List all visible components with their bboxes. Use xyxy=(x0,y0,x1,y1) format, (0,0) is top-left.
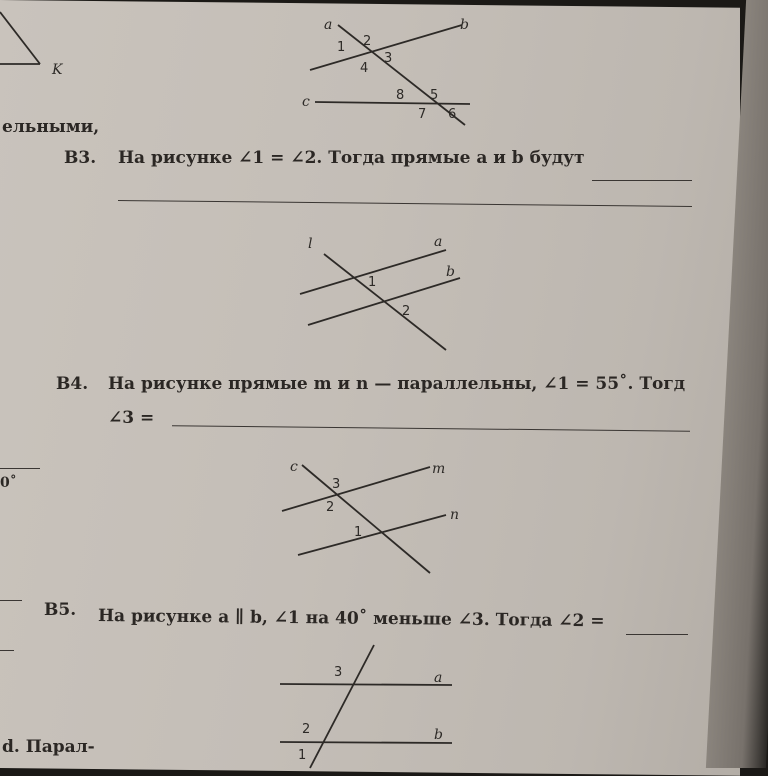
line-a-label: a xyxy=(434,670,443,686)
line-c-label: c xyxy=(290,459,298,475)
task-b4-text: На рисунке прямые m и n — параллельны, ∠1 = 55˚. Тогд xyxy=(108,374,686,394)
b3-answer-line-1 xyxy=(592,180,692,181)
task-b3-text: На рисунке ∠1 = ∠2. Тогда прямые a и b будут xyxy=(118,148,585,168)
figure-top-three-lines xyxy=(300,15,480,130)
top-left-fragment: ельными, xyxy=(2,117,100,137)
angle-3-label: 3 xyxy=(384,51,393,66)
line-m-label: m xyxy=(432,461,446,477)
angle-3-label: 3 xyxy=(332,477,341,492)
left-margin-b4-fragment: 0˚ xyxy=(0,475,17,491)
angle-1-label: 1 xyxy=(354,525,363,540)
line-l-label: l xyxy=(308,236,313,252)
line-b-label: b xyxy=(460,17,469,33)
angle-1-label: 1 xyxy=(337,40,346,55)
angle-7-label: 7 xyxy=(418,107,427,122)
line-b-label: b xyxy=(446,264,455,280)
task-b3-label: B3. xyxy=(64,148,97,168)
figure-b5 xyxy=(276,645,466,768)
angle-2-label: 2 xyxy=(302,722,311,737)
angle-3-label: 3 xyxy=(334,665,343,680)
corner-triangle-figure xyxy=(0,0,80,80)
line-n-label: n xyxy=(450,507,460,523)
line-a-label: a xyxy=(324,17,333,33)
b5-answer-line xyxy=(626,634,688,635)
figure-b4 xyxy=(278,455,468,580)
angle-6-label: 6 xyxy=(448,107,457,122)
figure-b3 xyxy=(296,232,466,357)
left-margin-bottom-fragment: d. Парал- xyxy=(2,737,95,757)
corner-letter: K xyxy=(52,62,63,78)
angle-2-label: 2 xyxy=(326,500,335,515)
task-b5-text: На рисунке a ∥ b, ∠1 на 40˚ меньше ∠3. Тогда ∠2 = xyxy=(97,606,605,632)
angle-1-label: 1 xyxy=(298,748,307,763)
line-c-label: c xyxy=(302,94,310,110)
angle-2-label: 2 xyxy=(402,304,411,319)
task-b4-label: B4. xyxy=(56,374,89,394)
line-a-label: a xyxy=(434,234,443,250)
angle-2-label: 2 xyxy=(363,34,372,49)
left-margin-line-3 xyxy=(0,650,14,651)
task-b5-label: B5. xyxy=(44,600,77,620)
task-b4-text-line2: ∠3 = xyxy=(108,408,155,428)
angle-1-label: 1 xyxy=(368,275,377,290)
angle-4-label: 4 xyxy=(360,61,369,76)
angle-5-label: 5 xyxy=(430,88,439,103)
left-margin-line xyxy=(0,468,40,469)
angle-8-label: 8 xyxy=(396,88,405,103)
line-b-label: b xyxy=(434,727,443,743)
left-margin-line-2 xyxy=(0,600,22,601)
